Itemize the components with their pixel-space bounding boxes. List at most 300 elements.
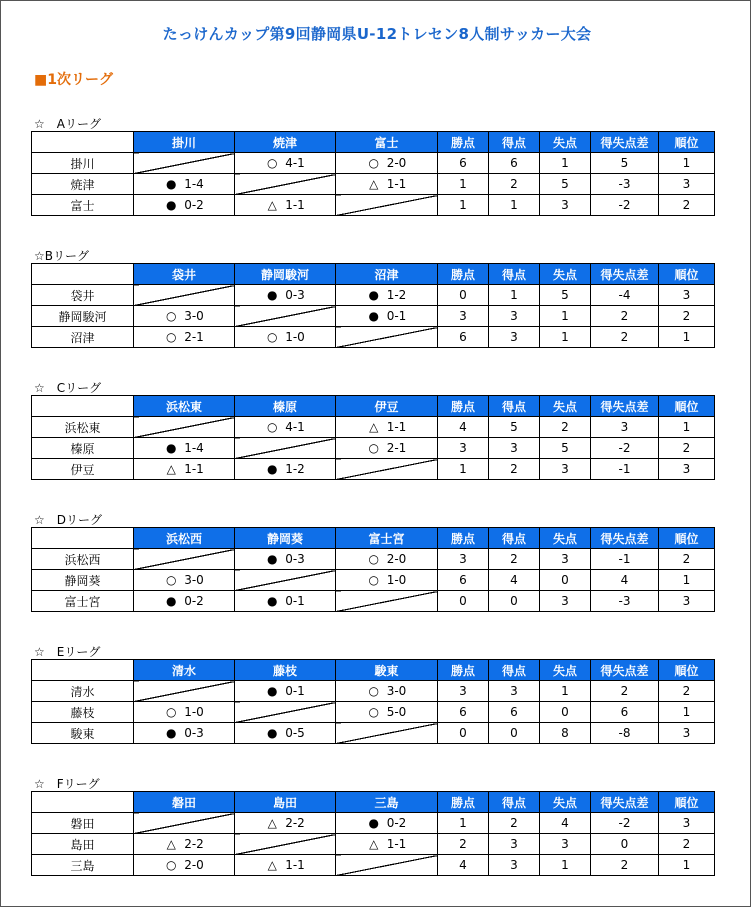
table-row (32, 195, 715, 216)
self-match-cell (235, 306, 336, 327)
table-row (32, 438, 715, 459)
result-score: 2-1 (386, 441, 407, 455)
stat-cell: 5 (540, 438, 591, 459)
result-score: 1-0 (184, 705, 204, 719)
stat-cell: 3 (489, 681, 540, 702)
stat-cell: 6 (489, 153, 540, 174)
result-mark: ● (165, 441, 177, 455)
result-score: 0-3 (184, 726, 204, 740)
stat-cell: 6 (438, 570, 489, 591)
stat-cell: 6 (438, 153, 489, 174)
stat-cell: 1 (659, 570, 715, 591)
result-mark: △ (369, 420, 379, 434)
stat-header: 順位 (659, 660, 715, 681)
result-mark: ● (165, 198, 177, 212)
result-cell (235, 549, 336, 570)
self-match-cell (134, 285, 235, 306)
stat-cell: 2 (659, 834, 715, 855)
stat-cell: 3 (659, 459, 715, 480)
result-cell (235, 417, 336, 438)
stat-cell: 3 (438, 549, 489, 570)
result-cell (235, 681, 336, 702)
result-cell (336, 306, 438, 327)
stat-cell: 1 (659, 417, 715, 438)
team-header: 掛川 (134, 132, 235, 153)
stat-cell: 5 (489, 417, 540, 438)
result-mark: △ (369, 837, 379, 851)
stat-cell: 1 (438, 174, 489, 195)
result-cell (134, 570, 235, 591)
stat-cell: 3 (659, 723, 715, 744)
team-header: 駿東 (336, 660, 438, 681)
result-cell (336, 834, 438, 855)
stat-cell: 3 (659, 285, 715, 306)
stat-cell: 1 (659, 327, 715, 348)
corner-cell (32, 396, 134, 417)
result-cell (134, 174, 235, 195)
league-table (31, 395, 715, 480)
result-mark: ● (165, 594, 177, 608)
result-cell (134, 723, 235, 744)
result-score: 0-3 (285, 288, 305, 302)
stat-cell: 3 (540, 834, 591, 855)
result-cell (336, 153, 438, 174)
table-row (32, 459, 715, 480)
stat-header: 失点 (540, 528, 591, 549)
result-mark: ● (165, 177, 177, 191)
result-mark: ○ (165, 705, 177, 719)
stat-cell: 0 (489, 591, 540, 612)
stat-header: 失点 (540, 132, 591, 153)
result-score: 0-1 (285, 594, 305, 608)
stat-cell: 6 (489, 702, 540, 723)
result-mark: ○ (165, 573, 177, 587)
stat-cell: 3 (659, 813, 715, 834)
stat-cell: 3 (591, 417, 659, 438)
header-row (32, 792, 715, 813)
stat-header: 失点 (540, 264, 591, 285)
result-score: 1-1 (184, 462, 204, 476)
result-score: 2-1 (184, 330, 204, 344)
self-match-cell (235, 834, 336, 855)
result-mark: ● (266, 684, 278, 698)
result-score: 1-1 (386, 177, 407, 191)
league-label: ☆ Aリーグ (34, 117, 101, 131)
result-score: 0-2 (184, 198, 204, 212)
stat-header: 得点 (489, 528, 540, 549)
result-mark: △ (267, 198, 277, 212)
stat-cell: -8 (591, 723, 659, 744)
stat-header: 得失点差 (591, 396, 659, 417)
header-row (32, 132, 715, 153)
table-row (32, 570, 715, 591)
stat-cell: -3 (591, 591, 659, 612)
league-table (31, 131, 715, 216)
result-score: 1-1 (285, 858, 305, 872)
team-name-cell: 伊豆 (32, 459, 134, 480)
result-mark: ● (266, 726, 278, 740)
stat-cell: 2 (591, 306, 659, 327)
stat-cell: 2 (591, 327, 659, 348)
stat-cell: 2 (591, 681, 659, 702)
stat-cell: -2 (591, 438, 659, 459)
stat-cell: 2 (489, 174, 540, 195)
stat-header: 得失点差 (591, 264, 659, 285)
stat-cell: 1 (438, 813, 489, 834)
result-mark: ○ (165, 858, 177, 872)
stat-cell: 1 (540, 306, 591, 327)
table-row (32, 417, 715, 438)
header-row (32, 396, 715, 417)
stat-cell: 4 (438, 855, 489, 876)
stat-header: 勝点 (438, 132, 489, 153)
table-row (32, 702, 715, 723)
result-mark: ○ (165, 309, 177, 323)
team-header: 磐田 (134, 792, 235, 813)
stat-cell: -4 (591, 285, 659, 306)
self-match-cell (235, 438, 336, 459)
result-score: 3-0 (184, 309, 204, 323)
stat-cell: 3 (489, 327, 540, 348)
result-score: 2-0 (184, 858, 204, 872)
team-header: 島田 (235, 792, 336, 813)
result-mark: ○ (368, 441, 379, 455)
stat-cell: 2 (659, 681, 715, 702)
stat-cell: 3 (438, 681, 489, 702)
stat-header: 順位 (659, 396, 715, 417)
team-header: 清水 (134, 660, 235, 681)
stat-cell: 3 (659, 174, 715, 195)
team-name-cell: 富士宮 (32, 591, 134, 612)
stat-header: 失点 (540, 660, 591, 681)
stat-header: 得失点差 (591, 132, 659, 153)
page-title: たっけんカップ第9回静岡県U-12トレセン8人制サッカー大会 (162, 25, 592, 43)
stat-cell: 3 (489, 855, 540, 876)
team-header: 焼津 (235, 132, 336, 153)
result-mark: ○ (368, 705, 379, 719)
result-score: 2-0 (386, 156, 407, 170)
stat-cell: 1 (489, 195, 540, 216)
result-cell (134, 459, 235, 480)
result-score: 4-1 (285, 420, 305, 434)
table-row (32, 153, 715, 174)
result-score: 1-4 (184, 441, 204, 455)
stat-cell: 1 (438, 459, 489, 480)
self-match-cell (336, 195, 438, 216)
stat-cell: 6 (591, 702, 659, 723)
self-match-cell (336, 459, 438, 480)
league-label: ☆ Eリーグ (34, 645, 101, 659)
stat-cell: 6 (438, 327, 489, 348)
stat-cell: 2 (489, 549, 540, 570)
stat-cell: 3 (540, 591, 591, 612)
result-mark: ○ (368, 573, 379, 587)
self-match-cell (134, 681, 235, 702)
self-match-cell (336, 591, 438, 612)
corner-cell (32, 792, 134, 813)
table-row (32, 681, 715, 702)
result-mark: △ (166, 462, 176, 476)
result-score: 1-1 (386, 420, 407, 434)
corner-cell (32, 264, 134, 285)
stat-header: 勝点 (438, 396, 489, 417)
league-table (31, 527, 715, 612)
result-mark: ● (266, 288, 278, 302)
result-mark: ○ (368, 156, 379, 170)
stat-cell: 5 (540, 174, 591, 195)
result-cell (134, 438, 235, 459)
team-name-cell: 藤枝 (32, 702, 134, 723)
stat-header: 失点 (540, 396, 591, 417)
stat-header: 得点 (489, 132, 540, 153)
stat-cell: 3 (489, 306, 540, 327)
result-cell (134, 834, 235, 855)
result-cell (235, 855, 336, 876)
result-cell (235, 285, 336, 306)
stat-cell: 0 (540, 570, 591, 591)
stat-cell: 3 (438, 306, 489, 327)
result-mark: ● (368, 816, 379, 830)
stat-header: 順位 (659, 264, 715, 285)
league-table (31, 263, 715, 348)
stat-cell: 0 (438, 285, 489, 306)
corner-cell (32, 132, 134, 153)
stat-cell: 5 (540, 285, 591, 306)
team-header: 榛原 (235, 396, 336, 417)
stat-cell: 2 (489, 813, 540, 834)
team-header: 浜松西 (134, 528, 235, 549)
team-name-cell: 沼津 (32, 327, 134, 348)
stat-header: 得失点差 (591, 528, 659, 549)
result-cell (134, 327, 235, 348)
team-header: 袋井 (134, 264, 235, 285)
team-name-cell: 浜松西 (32, 549, 134, 570)
self-match-cell (235, 702, 336, 723)
result-cell (336, 549, 438, 570)
team-name-cell: 富士 (32, 195, 134, 216)
stat-cell: 0 (438, 591, 489, 612)
stat-cell: 4 (540, 813, 591, 834)
result-cell (235, 813, 336, 834)
team-name-cell: 島田 (32, 834, 134, 855)
result-cell (235, 195, 336, 216)
stat-cell: 3 (540, 195, 591, 216)
team-header: 静岡葵 (235, 528, 336, 549)
stat-cell: 4 (489, 570, 540, 591)
stat-cell: 6 (438, 702, 489, 723)
stat-header: 勝点 (438, 660, 489, 681)
stat-header: 得点 (489, 264, 540, 285)
header-row (32, 528, 715, 549)
result-score: 0-3 (285, 552, 305, 566)
league-label: ☆Bリーグ (34, 249, 89, 263)
self-match-cell (134, 153, 235, 174)
corner-cell (32, 528, 134, 549)
league-label: ☆ Dリーグ (34, 513, 102, 527)
stat-cell: 1 (540, 681, 591, 702)
stat-cell: -1 (591, 459, 659, 480)
stat-cell: -1 (591, 549, 659, 570)
team-name-cell: 磐田 (32, 813, 134, 834)
stat-header: 順位 (659, 528, 715, 549)
stat-cell: 1 (489, 285, 540, 306)
result-mark: ○ (165, 330, 177, 344)
result-cell (235, 459, 336, 480)
result-cell (134, 702, 235, 723)
result-cell (336, 438, 438, 459)
result-cell (134, 306, 235, 327)
result-mark: ● (266, 594, 278, 608)
result-mark: ○ (368, 684, 379, 698)
league-table (31, 659, 715, 744)
result-score: 0-2 (184, 594, 204, 608)
result-mark: ● (368, 309, 379, 323)
self-match-cell (235, 570, 336, 591)
table-row (32, 306, 715, 327)
stat-cell: 3 (540, 549, 591, 570)
self-match-cell (134, 813, 235, 834)
result-mark: △ (267, 858, 277, 872)
stat-cell: -2 (591, 195, 659, 216)
stat-cell: 4 (591, 570, 659, 591)
team-header: 富士 (336, 132, 438, 153)
self-match-cell (134, 417, 235, 438)
stat-header: 勝点 (438, 792, 489, 813)
stat-cell: 2 (659, 438, 715, 459)
stat-cell: 2 (659, 306, 715, 327)
self-match-cell (336, 723, 438, 744)
result-cell (235, 153, 336, 174)
stat-cell: 1 (659, 855, 715, 876)
result-score: 2-0 (386, 552, 407, 566)
result-cell (336, 174, 438, 195)
stat-header: 得失点差 (591, 792, 659, 813)
stat-cell: 1 (540, 855, 591, 876)
table-row (32, 549, 715, 570)
result-score: 2-2 (285, 816, 305, 830)
team-header: 藤枝 (235, 660, 336, 681)
result-mark: ● (266, 552, 278, 566)
result-mark: ○ (266, 156, 278, 170)
stat-header: 順位 (659, 132, 715, 153)
stat-cell: 0 (540, 702, 591, 723)
result-score: 0-1 (285, 684, 305, 698)
stat-cell: 2 (438, 834, 489, 855)
table-row (32, 327, 715, 348)
team-name-cell: 浜松東 (32, 417, 134, 438)
result-mark: ● (165, 726, 177, 740)
header-row (32, 660, 715, 681)
league-label: ☆ Cリーグ (34, 381, 102, 395)
stat-cell: -3 (591, 174, 659, 195)
result-score: 3-0 (386, 684, 407, 698)
result-cell (336, 570, 438, 591)
result-cell (336, 417, 438, 438)
stat-cell: 0 (591, 834, 659, 855)
table-row (32, 723, 715, 744)
self-match-cell (235, 174, 336, 195)
result-score: 1-2 (386, 288, 407, 302)
stat-cell: 8 (540, 723, 591, 744)
stat-cell: 1 (659, 153, 715, 174)
result-score: 1-2 (285, 462, 305, 476)
stat-cell: 1 (659, 702, 715, 723)
stat-cell: 3 (438, 438, 489, 459)
result-score: 1-4 (184, 177, 204, 191)
self-match-cell (134, 549, 235, 570)
stat-cell: 0 (489, 723, 540, 744)
team-name-cell: 焼津 (32, 174, 134, 195)
result-cell (336, 681, 438, 702)
stat-cell: 2 (591, 855, 659, 876)
league-table (31, 791, 715, 876)
result-score: 0-5 (285, 726, 305, 740)
result-score: 1-1 (386, 837, 407, 851)
stat-header: 得点 (489, 792, 540, 813)
result-score: 1-1 (285, 198, 305, 212)
stat-header: 得失点差 (591, 660, 659, 681)
team-header: 伊豆 (336, 396, 438, 417)
stat-cell: 1 (438, 195, 489, 216)
stat-cell: 5 (591, 153, 659, 174)
team-header: 三島 (336, 792, 438, 813)
result-cell (336, 702, 438, 723)
team-name-cell: 静岡葵 (32, 570, 134, 591)
self-match-cell (336, 855, 438, 876)
result-score: 5-0 (386, 705, 407, 719)
result-cell (336, 285, 438, 306)
team-header: 浜松東 (134, 396, 235, 417)
result-cell (235, 327, 336, 348)
team-name-cell: 静岡駿河 (32, 306, 134, 327)
stat-cell: 3 (540, 459, 591, 480)
header-row (32, 264, 715, 285)
result-mark: △ (369, 177, 379, 191)
result-score: 1-0 (386, 573, 407, 587)
table-row (32, 834, 715, 855)
result-mark: ○ (368, 552, 379, 566)
result-score: 0-2 (386, 816, 407, 830)
stat-cell: 3 (659, 591, 715, 612)
table-row (32, 813, 715, 834)
stat-cell: 2 (659, 549, 715, 570)
result-score: 2-2 (184, 837, 204, 851)
stat-header: 失点 (540, 792, 591, 813)
stat-cell: 0 (438, 723, 489, 744)
stat-cell: 1 (540, 153, 591, 174)
stat-cell: 2 (489, 459, 540, 480)
stat-header: 勝点 (438, 528, 489, 549)
table-row (32, 855, 715, 876)
team-header: 沼津 (336, 264, 438, 285)
result-mark: △ (166, 837, 176, 851)
result-mark: ○ (266, 330, 278, 344)
result-cell (235, 723, 336, 744)
result-mark: △ (267, 816, 277, 830)
result-score: 1-0 (285, 330, 305, 344)
stat-cell: 3 (489, 438, 540, 459)
stat-cell: 3 (489, 834, 540, 855)
team-name-cell: 駿東 (32, 723, 134, 744)
result-cell (134, 855, 235, 876)
self-match-cell (336, 327, 438, 348)
stat-cell: 2 (659, 195, 715, 216)
stat-header: 得点 (489, 660, 540, 681)
stat-cell: 2 (540, 417, 591, 438)
table-row (32, 174, 715, 195)
team-name-cell: 三島 (32, 855, 134, 876)
result-cell (134, 591, 235, 612)
